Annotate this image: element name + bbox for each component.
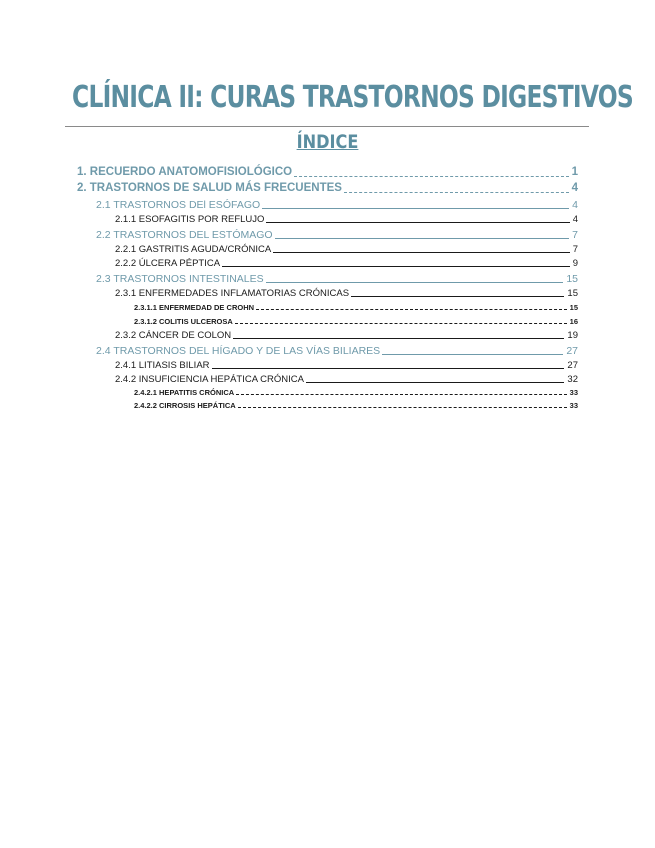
toc-leader bbox=[382, 354, 563, 355]
toc-entry-page: 4 bbox=[572, 214, 578, 225]
toc-leader bbox=[266, 222, 569, 223]
toc-leader bbox=[256, 309, 567, 310]
toc-entry-label: 1. RECUERDO ANATOMOFISIOLÓGICO bbox=[77, 166, 293, 178]
toc-entry-label: 2.3 TRASTORNOS INTESTINALES bbox=[96, 273, 264, 285]
toc-leader bbox=[306, 382, 564, 383]
index-heading: ÍNDICE bbox=[296, 131, 359, 153]
toc-leader bbox=[344, 192, 569, 193]
toc-entry-page: 15 bbox=[569, 303, 578, 312]
toc-leader bbox=[233, 338, 564, 339]
toc-leader bbox=[273, 252, 569, 253]
toc-entry[interactable] bbox=[115, 361, 578, 371]
toc-entry-page: 27 bbox=[566, 345, 578, 357]
toc-leader bbox=[294, 176, 568, 177]
toc-entry-label: 2.2.1 GASTRITIS AGUDA/CRÓNICA bbox=[115, 244, 272, 255]
toc-leader bbox=[236, 394, 566, 395]
toc-entry[interactable] bbox=[115, 259, 578, 269]
toc-entry-label: 2.3.1 ENFERMEDADES INFLAMATORIAS CRÓNICAS bbox=[115, 288, 350, 299]
toc-entry-label: 2.4.2.1 HEPATITIS CRÓNICA bbox=[134, 388, 235, 397]
toc-leader bbox=[275, 238, 570, 239]
toc-entry[interactable] bbox=[115, 215, 578, 225]
toc-entry-label: 2.4.2 INSUFICIENCIA HEPÁTICA CRÓNICA bbox=[115, 374, 304, 385]
toc-entry-page: 32 bbox=[567, 374, 578, 385]
toc-entry-page: 27 bbox=[567, 360, 578, 371]
toc-entry-label: 2.3.2 CÁNCER DE COLON bbox=[115, 330, 232, 341]
toc-entry-label: 2.2.2 ÚLCERA PÉPTICA bbox=[115, 258, 221, 269]
toc-entry-page: 4 bbox=[571, 182, 578, 194]
toc-entry[interactable] bbox=[115, 245, 578, 255]
toc-leader bbox=[235, 323, 567, 324]
toc-entry[interactable] bbox=[115, 289, 578, 299]
toc-entry[interactable] bbox=[134, 402, 578, 410]
toc-entry-page: 7 bbox=[572, 244, 578, 255]
toc-entry-page: 4 bbox=[572, 199, 578, 211]
toc-entry-page: 16 bbox=[569, 317, 578, 326]
toc-entry[interactable] bbox=[115, 331, 578, 341]
toc-entry-label: 2.2 TRASTORNOS DEL ESTÓMAGO bbox=[96, 229, 273, 241]
toc-entry-page: 7 bbox=[572, 229, 578, 241]
toc-entry-label: 2.4.2.2 CIRROSIS HEPÁTICA bbox=[134, 401, 236, 410]
toc-entry-page: 33 bbox=[569, 401, 578, 410]
toc-entry[interactable] bbox=[134, 304, 578, 312]
toc-entry-label: 2. TRASTORNOS DE SALUD MÁS FRECUENTES bbox=[77, 182, 342, 194]
toc-leader bbox=[262, 208, 569, 209]
toc-entry-page: 1 bbox=[571, 166, 578, 178]
toc-entry[interactable] bbox=[96, 346, 578, 357]
toc-entry-label: 2.3.1.2 COLITIS ULCEROSA bbox=[134, 317, 233, 326]
toc-leader bbox=[238, 407, 567, 408]
toc-entry-label: 2.3.1.1 ENFERMEDAD DE CROHN bbox=[134, 303, 255, 312]
toc-entry[interactable] bbox=[115, 375, 578, 385]
toc-leader bbox=[266, 282, 564, 283]
toc-entry[interactable] bbox=[134, 318, 578, 326]
toc-leader bbox=[212, 368, 565, 369]
toc-entry-label: 2.1 TRASTORNOS DEl ESÓFAGO bbox=[96, 199, 261, 211]
toc-entry[interactable] bbox=[77, 167, 578, 179]
toc-entry[interactable] bbox=[134, 389, 578, 397]
document-title: CLÍNICA II: CURAS TRASTORNOS DIGESTIVOS bbox=[72, 80, 633, 115]
toc-entry-label: 2.1.1 ESOFAGITIS POR REFLUJO bbox=[115, 214, 265, 225]
title-divider bbox=[65, 126, 589, 127]
toc-entry-page: 33 bbox=[569, 388, 578, 397]
toc-entry[interactable] bbox=[77, 183, 578, 195]
toc-leader bbox=[351, 296, 564, 297]
toc-entry[interactable] bbox=[96, 230, 578, 241]
toc-entry-label: 2.4.1 LITIASIS BILIAR bbox=[115, 360, 210, 371]
toc-entry-page: 15 bbox=[567, 288, 578, 299]
toc-entry-label: 2.4 TRASTORNOS DEL HÍGADO Y DE LAS VÍAS BILIARES bbox=[96, 345, 381, 357]
toc-entry[interactable] bbox=[96, 200, 578, 211]
toc-entry-page: 9 bbox=[572, 258, 578, 269]
toc-entry-page: 19 bbox=[567, 330, 578, 341]
toc-leader bbox=[222, 266, 570, 267]
toc-entry-page: 15 bbox=[566, 273, 578, 285]
toc-entry[interactable] bbox=[96, 274, 578, 285]
